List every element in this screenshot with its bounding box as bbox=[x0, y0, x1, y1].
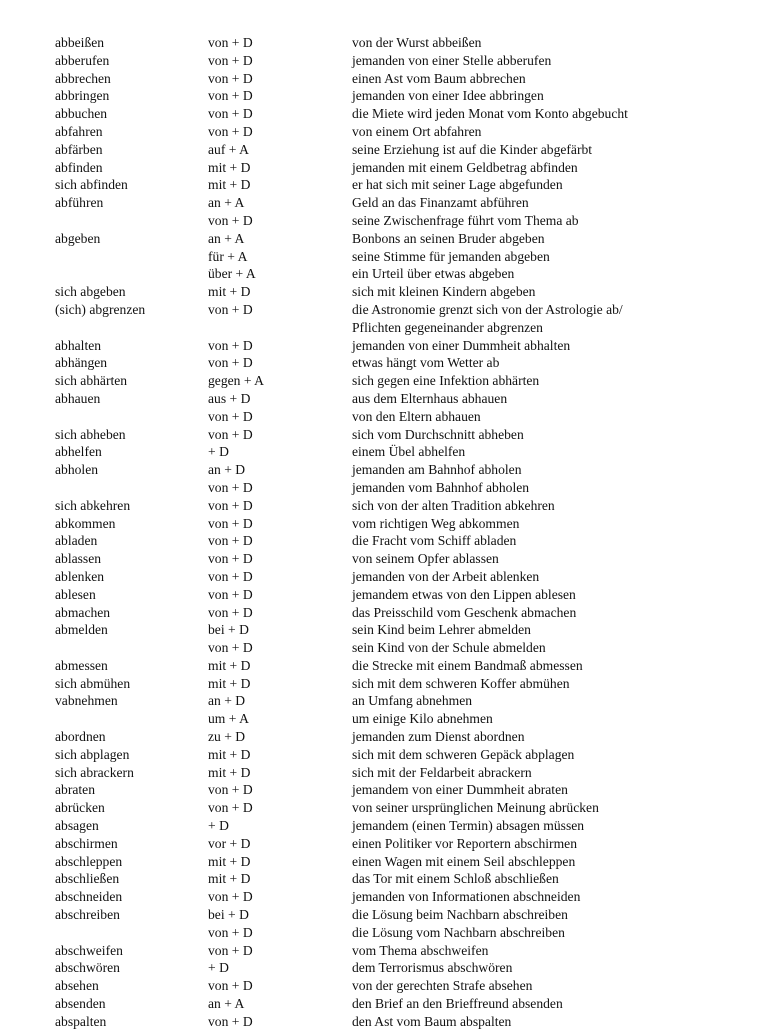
preposition-cell: von + D bbox=[208, 533, 253, 549]
verb-preposition-list bbox=[0, 34, 768, 1031]
list-row bbox=[0, 568, 768, 586]
preposition-cell: mit + D bbox=[208, 159, 251, 175]
example-cell: sich gegen eine Infektion abhärten bbox=[352, 373, 540, 389]
example-cell: das Preisschild vom Geschenk abmachen bbox=[352, 604, 577, 620]
verb-cell: abberufen bbox=[55, 52, 110, 68]
example-cell: seine Stimme für jemanden abgeben bbox=[352, 248, 550, 264]
example-cell: sich mit dem schweren Koffer abmühen bbox=[352, 675, 570, 691]
list-row bbox=[0, 728, 768, 746]
preposition-cell: um + A bbox=[208, 711, 249, 727]
list-row bbox=[0, 888, 768, 906]
example-cell: jemanden mit einem Geldbetrag abfinden bbox=[352, 159, 578, 175]
preposition-cell: von + D bbox=[208, 1013, 253, 1029]
example-cell: jemanden von einer Dummheit abhalten bbox=[352, 337, 571, 353]
list-row bbox=[0, 550, 768, 568]
list-row bbox=[0, 764, 768, 782]
preposition-cell: vor + D bbox=[208, 835, 251, 851]
verb-cell: abbuchen bbox=[55, 106, 108, 122]
list-row bbox=[0, 301, 768, 319]
verb-cell: abgeben bbox=[55, 230, 101, 246]
verb-cell: abbeißen bbox=[55, 35, 105, 50]
list-row bbox=[0, 479, 768, 497]
example-cell: seine Erziehung ist auf die Kinder abgefärbt bbox=[352, 141, 593, 157]
example-cell: von den Eltern abhauen bbox=[352, 408, 481, 424]
preposition-cell: von + D bbox=[208, 568, 253, 584]
example-cell: jemanden zum Dienst abordnen bbox=[352, 729, 525, 745]
example-cell: einen Ast vom Baum abbrechen bbox=[352, 70, 526, 86]
verb-cell: sich abfinden bbox=[55, 177, 128, 193]
example-cell: von seinem Opfer ablassen bbox=[352, 551, 499, 567]
preposition-cell: von + D bbox=[208, 88, 253, 104]
list-row bbox=[0, 265, 768, 283]
preposition-cell: für + A bbox=[208, 248, 248, 264]
verb-cell: absenden bbox=[55, 996, 106, 1012]
preposition-cell: von + D bbox=[208, 551, 253, 567]
preposition-cell: von + D bbox=[208, 924, 253, 940]
list-row bbox=[0, 853, 768, 871]
example-cell: jemanden vom Bahnhof abholen bbox=[352, 479, 530, 495]
list-row bbox=[0, 870, 768, 888]
example-cell: sich mit kleinen Kindern abgeben bbox=[352, 284, 536, 300]
example-cell: um einige Kilo abnehmen bbox=[352, 711, 493, 727]
example-cell: seine Zwischenfrage führt vom Thema ab bbox=[352, 212, 579, 228]
list-row bbox=[0, 372, 768, 390]
preposition-cell: von + D bbox=[208, 942, 253, 958]
verb-cell: ablenken bbox=[55, 568, 105, 584]
preposition-cell: an + D bbox=[208, 693, 246, 709]
list-row bbox=[0, 942, 768, 960]
verb-cell: abschirmen bbox=[55, 835, 118, 851]
preposition-cell: von + D bbox=[208, 426, 253, 442]
verb-cell: abbringen bbox=[55, 88, 110, 104]
list-row bbox=[0, 337, 768, 355]
example-cell: von einem Ort abfahren bbox=[352, 123, 482, 139]
verb-cell: abschleppen bbox=[55, 853, 123, 869]
preposition-cell: von + D bbox=[208, 408, 253, 424]
verb-cell: abfinden bbox=[55, 159, 103, 175]
example-cell: jemandem etwas von den Lippen ablesen bbox=[352, 586, 576, 602]
list-row bbox=[0, 354, 768, 372]
example-cell: jemandem (einen Termin) absagen müssen bbox=[352, 818, 585, 834]
list-row bbox=[0, 959, 768, 977]
example-cell: einen Politiker vor Reportern abschirmen bbox=[352, 835, 577, 851]
list-row bbox=[0, 817, 768, 835]
verb-cell: sich abheben bbox=[55, 426, 126, 442]
verb-cell: abführen bbox=[55, 195, 104, 211]
verb-cell: abfahren bbox=[55, 123, 103, 139]
verb-cell: abbrechen bbox=[55, 70, 111, 86]
verb-cell: abhängen bbox=[55, 355, 108, 371]
preposition-cell: von + D bbox=[208, 889, 253, 905]
verb-cell: abordnen bbox=[55, 729, 106, 745]
list-row bbox=[0, 443, 768, 461]
example-cell: vom Thema abschweifen bbox=[352, 942, 489, 958]
verb-cell: abhauen bbox=[55, 390, 101, 406]
verb-cell: abmessen bbox=[55, 657, 108, 673]
list-row bbox=[0, 497, 768, 515]
verb-cell: absagen bbox=[55, 818, 99, 834]
example-cell: einem Übel abhelfen bbox=[352, 444, 466, 460]
verb-cell: abmelden bbox=[55, 622, 108, 638]
verb-cell: absehen bbox=[55, 978, 99, 994]
preposition-cell: an + D bbox=[208, 462, 246, 478]
verb-cell: abladen bbox=[55, 533, 98, 549]
example-cell: die Lösung vom Nachbarn abschreiben bbox=[352, 924, 565, 940]
verb-cell: abschließen bbox=[55, 871, 120, 887]
example-cell: sich mit der Feldarbeit abrackern bbox=[352, 764, 532, 780]
preposition-cell: von + D bbox=[208, 586, 253, 602]
list-row bbox=[0, 977, 768, 995]
list-row bbox=[0, 924, 768, 942]
list-row bbox=[0, 408, 768, 426]
preposition-cell: gegen + A bbox=[208, 373, 264, 389]
list-row bbox=[0, 515, 768, 533]
verb-cell: abmachen bbox=[55, 604, 111, 620]
list-row bbox=[0, 710, 768, 728]
list-row bbox=[0, 159, 768, 177]
preposition-cell: mit + D bbox=[208, 764, 251, 780]
preposition-cell: von + D bbox=[208, 515, 253, 531]
example-cell: von der gerechten Strafe absehen bbox=[352, 978, 533, 994]
list-row bbox=[0, 1013, 768, 1031]
preposition-cell: an + A bbox=[208, 230, 245, 246]
verb-cell: (sich) abgrenzen bbox=[55, 301, 146, 317]
preposition-cell: mit + D bbox=[208, 657, 251, 673]
example-cell: vom richtigen Weg abkommen bbox=[352, 515, 520, 531]
preposition-cell: bei + D bbox=[208, 907, 249, 923]
preposition-cell: von + D bbox=[208, 52, 253, 68]
list-row bbox=[0, 70, 768, 88]
example-cell: die Fracht vom Schiff abladen bbox=[352, 533, 517, 549]
preposition-cell: von + D bbox=[208, 640, 253, 656]
preposition-cell: + D bbox=[208, 960, 229, 976]
verb-cell: vabnehmen bbox=[55, 693, 118, 709]
example-cell: die Astronomie grenzt sich von der Astrologie ab/ bbox=[352, 301, 623, 317]
preposition-cell: von + D bbox=[208, 604, 253, 620]
list-row bbox=[0, 283, 768, 301]
example-cell: die Lösung beim Nachbarn abschreiben bbox=[352, 907, 568, 923]
list-row bbox=[0, 835, 768, 853]
verb-cell: sich abrackern bbox=[55, 764, 134, 780]
list-row bbox=[0, 212, 768, 230]
preposition-cell: mit + D bbox=[208, 853, 251, 869]
verb-cell: sich abmühen bbox=[55, 675, 131, 691]
example-cell: etwas hängt vom Wetter ab bbox=[352, 355, 500, 371]
example-cell: von seiner ursprünglichen Meinung abrücken bbox=[352, 800, 599, 816]
list-row bbox=[0, 906, 768, 924]
list-row bbox=[0, 141, 768, 159]
example-cell: von der Wurst abbeißen bbox=[352, 35, 482, 50]
verb-cell: sich abkehren bbox=[55, 497, 131, 513]
example-cell: sich mit dem schweren Gepäck abplagen bbox=[352, 746, 575, 762]
verb-cell: abkommen bbox=[55, 515, 116, 531]
list-row bbox=[0, 532, 768, 550]
list-row bbox=[0, 319, 768, 337]
list-row bbox=[0, 995, 768, 1013]
example-cell: aus dem Elternhaus abhauen bbox=[352, 390, 508, 406]
verb-cell: abrücken bbox=[55, 800, 105, 816]
verb-cell: sich abhärten bbox=[55, 373, 128, 389]
preposition-cell: aus + D bbox=[208, 390, 251, 406]
list-row bbox=[0, 461, 768, 479]
verb-cell: abschweifen bbox=[55, 942, 123, 958]
preposition-cell: von + D bbox=[208, 301, 253, 317]
preposition-cell: + D bbox=[208, 818, 229, 834]
preposition-cell: von + D bbox=[208, 355, 253, 371]
example-cell: Bonbons an seinen Bruder abgeben bbox=[352, 230, 545, 246]
verb-cell: abholen bbox=[55, 462, 99, 478]
example-cell: den Brief an den Brieffreund absenden bbox=[352, 996, 563, 1012]
preposition-cell: auf + A bbox=[208, 141, 249, 157]
preposition-cell: von + D bbox=[208, 35, 253, 50]
example-cell: jemanden von einer Idee abbringen bbox=[352, 88, 544, 104]
list-row bbox=[0, 675, 768, 693]
example-cell: ein Urteil über etwas abgeben bbox=[352, 266, 515, 282]
list-row bbox=[0, 621, 768, 639]
verb-cell: sich abplagen bbox=[55, 746, 130, 762]
verb-cell: abschwören bbox=[55, 960, 120, 976]
preposition-cell: an + A bbox=[208, 195, 245, 211]
verb-cell: abschreiben bbox=[55, 907, 120, 923]
preposition-cell: über + A bbox=[208, 266, 256, 282]
verb-cell: ablesen bbox=[55, 586, 96, 602]
preposition-cell: zu + D bbox=[208, 729, 246, 745]
example-cell: sich von der alten Tradition abkehren bbox=[352, 497, 555, 513]
example-cell: jemanden von einer Stelle abberufen bbox=[352, 52, 552, 68]
list-row bbox=[0, 799, 768, 817]
example-cell: jemanden am Bahnhof abholen bbox=[352, 462, 522, 478]
list-row bbox=[0, 746, 768, 764]
verb-cell: abhalten bbox=[55, 337, 102, 353]
list-row bbox=[0, 105, 768, 123]
verb-cell: abspalten bbox=[55, 1013, 107, 1029]
preposition-cell: von + D bbox=[208, 106, 253, 122]
verb-cell: abraten bbox=[55, 782, 95, 798]
list-row bbox=[0, 657, 768, 675]
example-cell: sein Kind beim Lehrer abmelden bbox=[352, 622, 531, 638]
example-cell: Geld an das Finanzamt abführen bbox=[352, 195, 529, 211]
verb-cell: ablassen bbox=[55, 551, 102, 567]
preposition-cell: von + D bbox=[208, 479, 253, 495]
preposition-cell: bei + D bbox=[208, 622, 249, 638]
list-row bbox=[0, 87, 768, 105]
list-row bbox=[0, 34, 768, 52]
list-row bbox=[0, 123, 768, 141]
example-cell: Pflichten gegeneinander abgrenzen bbox=[352, 319, 543, 335]
preposition-cell: an + A bbox=[208, 996, 245, 1012]
list-row bbox=[0, 390, 768, 408]
example-cell: das Tor mit einem Schloß abschließen bbox=[352, 871, 559, 887]
preposition-cell: von + D bbox=[208, 782, 253, 798]
list-row bbox=[0, 586, 768, 604]
list-row bbox=[0, 230, 768, 248]
preposition-cell: von + D bbox=[208, 800, 253, 816]
example-cell: jemanden von Informationen abschneiden bbox=[352, 889, 581, 905]
preposition-cell: von + D bbox=[208, 337, 253, 353]
preposition-cell: mit + D bbox=[208, 177, 251, 193]
list-row bbox=[0, 248, 768, 266]
preposition-cell: von + D bbox=[208, 123, 253, 139]
example-cell: einen Wagen mit einem Seil abschleppen bbox=[352, 853, 576, 869]
example-cell: sein Kind von der Schule abmelden bbox=[352, 640, 546, 656]
example-cell: er hat sich mit seiner Lage abgefunden bbox=[352, 177, 563, 193]
preposition-cell: von + D bbox=[208, 70, 253, 86]
list-row bbox=[0, 692, 768, 710]
example-cell: den Ast vom Baum abspalten bbox=[352, 1013, 512, 1029]
preposition-cell: mit + D bbox=[208, 675, 251, 691]
example-cell: die Strecke mit einem Bandmaß abmessen bbox=[352, 657, 583, 673]
list-row bbox=[0, 781, 768, 799]
list-row bbox=[0, 194, 768, 212]
preposition-cell: von + D bbox=[208, 978, 253, 994]
preposition-cell: mit + D bbox=[208, 284, 251, 300]
example-cell: an Umfang abnehmen bbox=[352, 693, 473, 709]
example-cell: die Miete wird jeden Monat vom Konto abgebucht bbox=[352, 106, 628, 122]
list-row bbox=[0, 639, 768, 657]
preposition-cell: + D bbox=[208, 444, 229, 460]
preposition-cell: mit + D bbox=[208, 871, 251, 887]
list-row bbox=[0, 176, 768, 194]
preposition-cell: mit + D bbox=[208, 746, 251, 762]
verb-cell: sich abgeben bbox=[55, 284, 126, 300]
preposition-cell: von + D bbox=[208, 212, 253, 228]
list-row bbox=[0, 52, 768, 70]
verb-cell: abhelfen bbox=[55, 444, 102, 460]
list-row bbox=[0, 426, 768, 444]
verb-cell: abfärben bbox=[55, 141, 103, 157]
example-cell: jemanden von der Arbeit ablenken bbox=[352, 568, 540, 584]
example-cell: dem Terrorismus abschwören bbox=[352, 960, 513, 976]
list-row bbox=[0, 604, 768, 622]
preposition-cell: von + D bbox=[208, 497, 253, 513]
example-cell: jemandem von einer Dummheit abraten bbox=[352, 782, 568, 798]
verb-cell: abschneiden bbox=[55, 889, 123, 905]
example-cell: sich vom Durchschnitt abheben bbox=[352, 426, 524, 442]
